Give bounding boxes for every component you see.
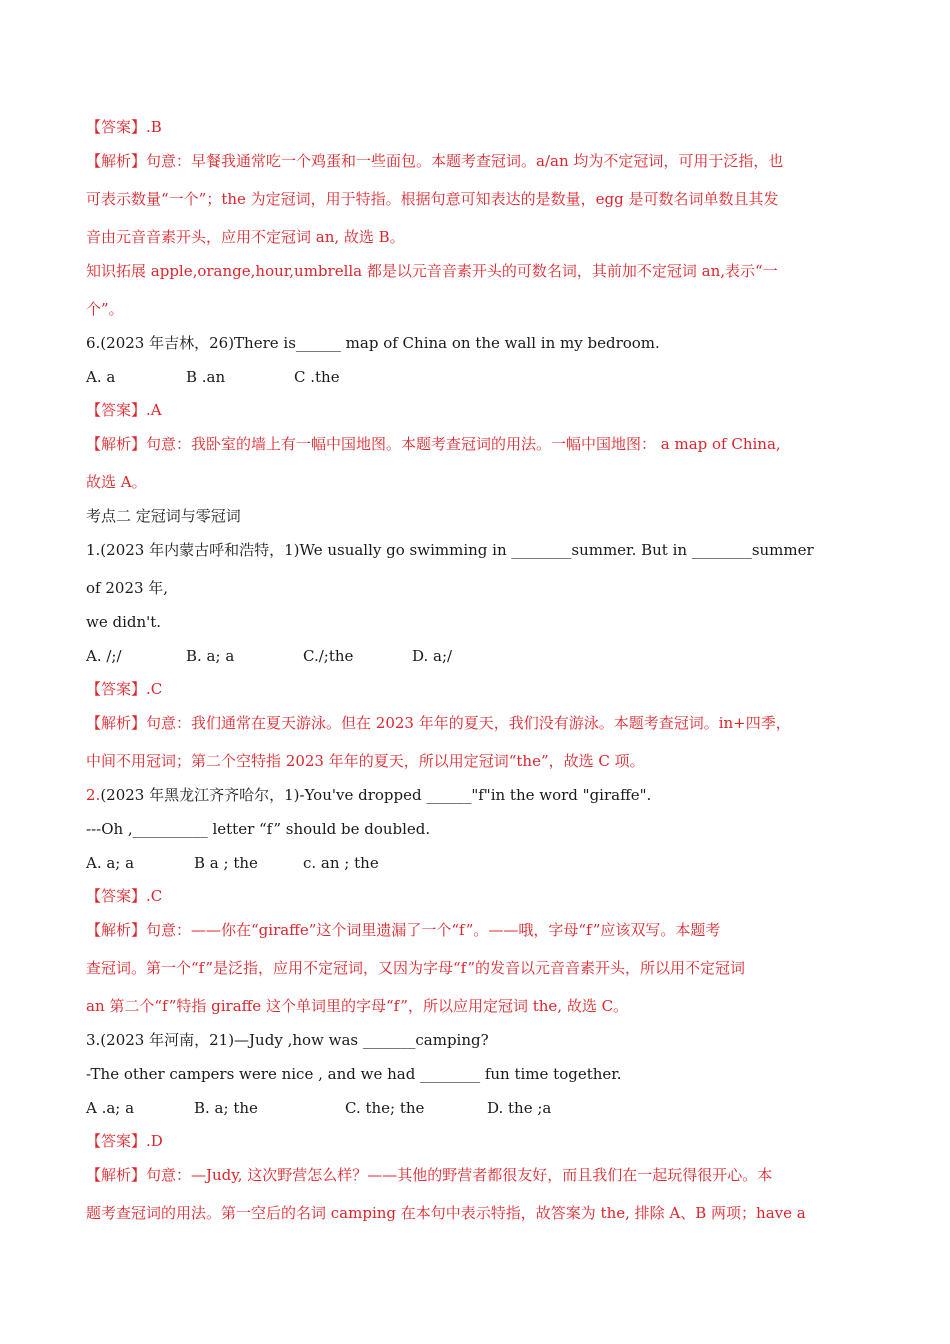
question-3: 3.(2023 年河南，21)—Judy ,how was _______camping? — [86, 1031, 489, 1049]
answer-line: 【答案】.B — [86, 118, 162, 136]
question-number: 2. — [86, 786, 101, 804]
option-a: A .a; a — [86, 1099, 135, 1117]
option-c: c. an ; the — [303, 854, 379, 872]
answer-line: 【答案】.A — [86, 401, 162, 419]
question-1-cont: we didn't. — [86, 613, 162, 631]
explanation-line: 题考查冠词的用法。第一空后的名词 camping 在本句中表示特指，故答案为 the, 排除 A、B 两项；have a — [86, 1204, 806, 1222]
option-a: A. a — [86, 368, 116, 386]
explanation-line: 【解析】句意：我们通常在夏天游泳。但在 2023 年年的夏天，我们没有游泳。本题考查冠词。in+四季， — [86, 714, 791, 732]
explanation-line: 中间不用冠词；第二个空特指 2023 年年的夏天，所以用定冠词“the”，故选 C 项。 — [86, 752, 645, 770]
question-6: 6.(2023 年吉林，26)There is______ map of China on the wall in my bedroom. — [86, 334, 660, 352]
answer-line: 【答案】.D — [86, 1132, 163, 1150]
explanation-line: 【解析】句意：—Judy, 这次野营怎么样？——其他的野营者都很友好，而且我们在一起玩得很开心。本 — [86, 1166, 773, 1184]
question-text: (2023 年黑龙江齐齐哈尔，1)-You've dropped ______"f"in the word "giraffe". — [100, 786, 652, 804]
option-b: B. a; the — [194, 1099, 258, 1117]
option-d: D. the ;a — [487, 1099, 552, 1117]
question-1: 1.(2023 年内蒙古呼和浩特，1)We usually go swimming in ________summer. But in ________summer — [86, 541, 814, 559]
option-b: B a ; the — [194, 854, 258, 872]
explanation-line: 故选 A。 — [86, 473, 147, 491]
option-d: D. a;/ — [412, 647, 453, 665]
option-b: B .an — [186, 368, 226, 386]
explanation-line: 【解析】句意：早餐我通常吃一个鸡蛋和一些面包。本题考查冠词。a/an 均为不定冠词，可用于泛指，也 — [86, 152, 784, 170]
option-a: A. a; a — [86, 854, 135, 872]
question-2 — [86, 785, 651, 805]
explanation-line: 查冠词。第一个“f”是泛指，应用不定冠词，又因为字母“f”的发音以元音音素开头，所以用不定冠词 — [86, 959, 745, 977]
option-a: A. /;/ — [86, 647, 122, 665]
option-c: C./;the — [303, 647, 354, 665]
explanation-line: 【解析】句意：我卧室的墙上有一幅中国地图。本题考查冠词的用法。一幅中国地图： a map of China, — [86, 435, 781, 453]
option-c: C. the; the — [345, 1099, 425, 1117]
knowledge-extension-line: 个”。 — [86, 300, 124, 318]
knowledge-extension-line: 知识拓展 apple,orange,hour,umbrella 都是以元音音素开头的可数名词，其前加不定冠词 an,表示“一 — [86, 262, 778, 280]
explanation-line: 【解析】句意：——你在“giraffe”这个词里遗漏了一个“f”。——哦，字母“f”应该双写。本题考 — [86, 921, 721, 939]
answer-line: 【答案】.C — [86, 887, 163, 905]
explanation-line: an 第二个“f”特指 giraffe 这个单词里的字母“f”，所以应用定冠词 the, 故选 C。 — [86, 997, 629, 1015]
section-heading: 考点二 定冠词与零冠词 — [86, 507, 241, 525]
option-b: B. a; a — [186, 647, 235, 665]
answer-line: 【答案】.C — [86, 680, 163, 698]
question-2-cont: ---Oh ,__________ letter “f” should be doubled. — [86, 820, 431, 838]
explanation-line: 可表示数量“一个”；the 为定冠词，用于特指。根据句意可知表达的是数量，egg 是可数名词单数且其发 — [86, 190, 779, 208]
option-c: C .the — [294, 368, 340, 386]
question-1-cont: of 2023 年, — [86, 579, 169, 597]
explanation-line: 音由元音音素开头，应用不定冠词 an, 故选 B。 — [86, 228, 405, 246]
question-3-cont: -The other campers were nice , and we had ________ fun time together. — [86, 1065, 622, 1083]
